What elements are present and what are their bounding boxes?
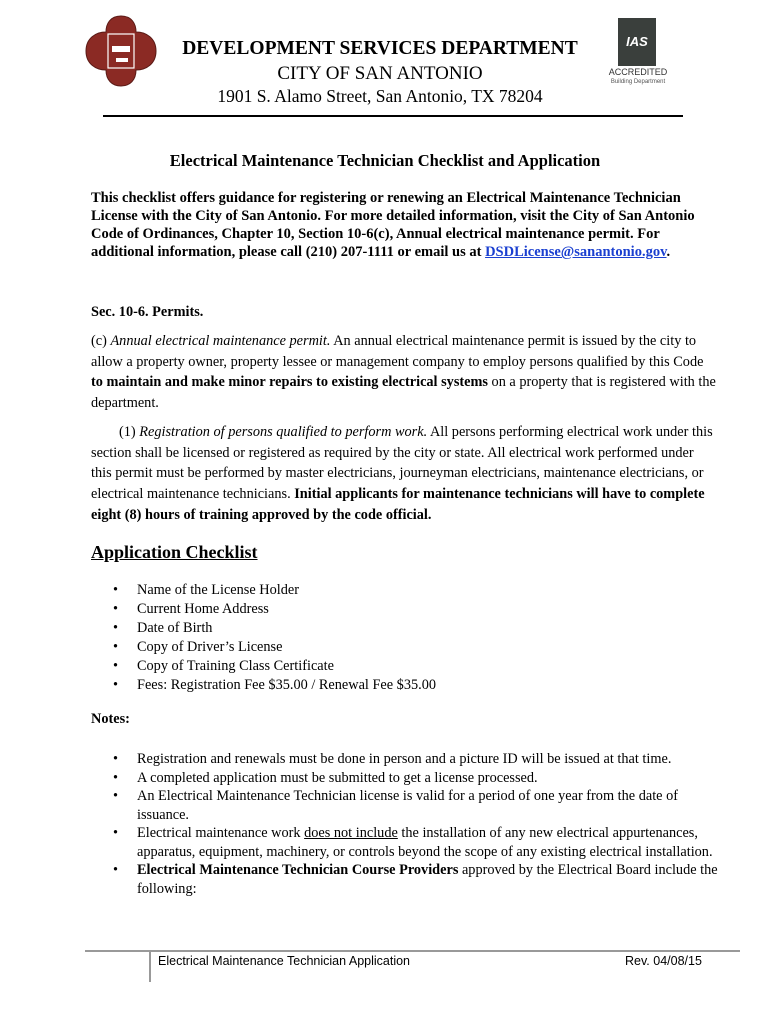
- checklist-item: • Fees: Registration Fee $35.00 / Renewal Fee $35.00: [113, 677, 436, 693]
- department-name: DEVELOPMENT SERVICES DEPARTMENT: [182, 38, 578, 59]
- registration-paragraph: [91, 422, 716, 526]
- clause-title: Annual electrical maintenance permit.: [110, 333, 331, 349]
- clause-bold: to maintain and make minor repairs to existing electrical systems: [91, 374, 488, 391]
- email-link[interactable]: DSDLicense@sanantonio.gov: [485, 244, 667, 260]
- clause-title: Registration of persons qualified to perform work.: [139, 424, 428, 440]
- checklist-item: • Name of the License Holder: [113, 582, 299, 598]
- checklist-item: • Copy of Training Class Certificate: [113, 658, 334, 674]
- footer-vertical-bar: [149, 952, 151, 982]
- checklist-item: • Date of Birth: [113, 620, 213, 636]
- ias-logo: IAS: [618, 18, 656, 66]
- notes-heading: Notes:: [91, 711, 130, 727]
- note-item: • Electrical maintenance work does not include the installation of any new electrical appurtenances, apparatus, equipment, machinery, or controls beyond the scope of any existing electrical installation.: [113, 825, 713, 860]
- ias-sublabel: Building Department: [610, 79, 666, 85]
- checklist: [91, 581, 436, 695]
- checklist-item: • Copy of Driver’s License: [113, 639, 283, 655]
- notes-list: [91, 750, 721, 898]
- intro-paragraph: [91, 189, 721, 261]
- intro-text: This checklist offers guidance for registering or renewing an Electrical Maintenance Technician License with the City of San Antonio. For more detailed information, visit the City of San Antonio Code of Ordinances, Chapter 10, Section 10-6(c), Annual electrical maintenance permit. For additional information, please call (210) 207-1111 or email us at: [91, 190, 695, 260]
- note-item: • Registration and renewals must be done in person and a picture ID will be issued at that time.: [113, 751, 672, 767]
- address: 1901 S. Alamo Street, San Antonio, TX 78204: [217, 86, 543, 106]
- clause-text: An annual electrical maintenance permit is issued by the city to allow a property owner, property lessee or management company to employ persons qualified by this Code: [91, 333, 704, 370]
- clause-label: (1): [119, 424, 140, 440]
- note-item: • An Electrical Maintenance Technician license is valid for a period of one year from the date of issuance.: [113, 788, 678, 823]
- checklist-item: • Current Home Address: [113, 601, 269, 617]
- city-name: CITY OF SAN ANTONIO: [277, 63, 483, 84]
- document-title: Electrical Maintenance Technician Checklist and Application: [169, 151, 601, 170]
- intro-end: .: [666, 244, 671, 260]
- clause-text: All persons performing electrical work under this section shall be licensed or registered as required by the city or state. All electrical work performed under this permit must be performed by master electricians, journeyman electricians, maintenance electricians, or electrical maintenance technicians.: [91, 424, 713, 503]
- section-heading: Sec. 10-6. Permits.: [91, 304, 204, 320]
- clause-label: (c): [91, 333, 111, 349]
- note-item: • A completed application must be submitted to get a license processed.: [113, 769, 538, 786]
- clause-text-end: on a property that is registered with the department.: [91, 374, 716, 412]
- header-divider: [103, 115, 683, 117]
- permit-paragraph: [91, 331, 716, 414]
- note-item: • Electrical Maintenance Technician Course Providers approved by the Electrical Board include the following:: [113, 862, 718, 897]
- footer-revision: Rev. 04/08/15: [625, 954, 702, 968]
- ias-accredited-label: ACCREDITED: [608, 67, 668, 77]
- footer-divider: [85, 950, 740, 952]
- clause-bold: Initial applicants for maintenance technicians will have to complete eight (8) hours of training approved by the code official.: [91, 486, 705, 523]
- footer-title: Electrical Maintenance Technician Application: [158, 954, 411, 968]
- checklist-heading: Application Checklist: [91, 542, 258, 562]
